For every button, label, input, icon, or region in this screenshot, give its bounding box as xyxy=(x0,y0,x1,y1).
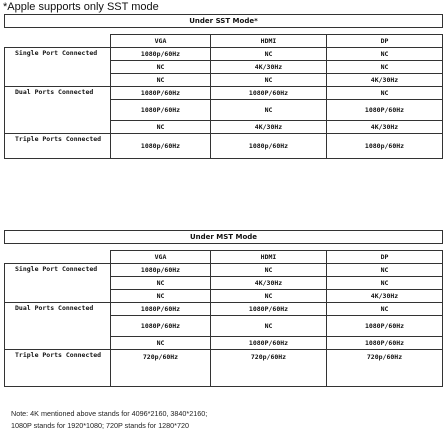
mst-dual-ports-label: Dual Ports Connected xyxy=(5,303,111,350)
table-cell: NC xyxy=(211,264,327,277)
table-cell: 1080p/60Hz xyxy=(211,134,327,159)
table-cell: 1080P/60Hz xyxy=(111,100,211,121)
table-row xyxy=(5,350,443,387)
table-cell: NC xyxy=(111,74,211,87)
table-cell: 720p/60Hz xyxy=(111,350,211,387)
table-cell: 1080P/60Hz xyxy=(211,303,327,316)
table-cell: 720p/60Hz xyxy=(327,350,443,387)
mst-mode-table xyxy=(4,230,443,387)
table-row xyxy=(5,48,443,61)
apple-sst-note: *Apple supports only SST mode xyxy=(3,1,159,13)
column-header-dp: DP xyxy=(327,251,443,264)
column-header-hdmi: HDMI xyxy=(211,35,327,48)
table-row xyxy=(5,303,443,316)
mst-mode-title: Under MST Mode xyxy=(5,231,443,244)
table-cell: 720p/60Hz xyxy=(211,350,327,387)
column-header-vga: VGA xyxy=(111,251,211,264)
table-cell: NC xyxy=(327,87,443,100)
table-cell: 1080P/60Hz xyxy=(327,337,443,350)
column-header-hdmi: HDMI xyxy=(211,251,327,264)
table-cell: 1080p/60Hz xyxy=(111,134,211,159)
column-header-vga: VGA xyxy=(111,35,211,48)
table-cell: 4K/30Hz xyxy=(327,290,443,303)
table-row xyxy=(5,264,443,277)
table-cell: 1080P/60Hz xyxy=(211,87,327,100)
table-cell: NC xyxy=(327,48,443,61)
table-cell: 1080p/60Hz xyxy=(111,264,211,277)
table-cell: NC xyxy=(111,61,211,74)
table-cell: 1080P/60Hz xyxy=(111,316,211,337)
table-cell: NC xyxy=(111,121,211,134)
table-cell: 1080P/60Hz xyxy=(327,100,443,121)
table-cell: NC xyxy=(111,277,211,290)
table-cell: 1080P/60Hz xyxy=(211,337,327,350)
sst-dual-ports-label: Dual Ports Connected xyxy=(5,87,111,134)
table-cell: NC xyxy=(211,290,327,303)
table-cell: NC xyxy=(327,61,443,74)
mst-header-row xyxy=(5,251,443,264)
table-cell: 4K/30Hz xyxy=(327,74,443,87)
table-cell: NC xyxy=(327,303,443,316)
resolution-footnote xyxy=(11,408,207,432)
table-cell: NC xyxy=(111,337,211,350)
table-cell: 1080P/60Hz xyxy=(111,87,211,100)
table-cell: NC xyxy=(211,74,327,87)
table-cell: NC xyxy=(211,48,327,61)
table-cell: NC xyxy=(327,277,443,290)
table-cell: NC xyxy=(211,100,327,121)
footnote-line-1080p-720p: 1080P stands for 1920*1080; 720P stands for 1280*720 xyxy=(11,421,189,430)
table-cell: 4K/30Hz xyxy=(327,121,443,134)
table-row xyxy=(5,134,443,159)
table-cell: 1080P/60Hz xyxy=(327,316,443,337)
column-header-dp: DP xyxy=(327,35,443,48)
sst-header-row xyxy=(5,35,443,48)
footnote-line-4k: Note: 4K mentioned above stands for 4096*2160, 3840*2160; xyxy=(11,409,208,418)
table-cell: 4K/30Hz xyxy=(211,121,327,134)
sst-mode-title: Under SST Mode* xyxy=(5,15,443,28)
table-cell: 1080p/60Hz xyxy=(111,48,211,61)
table-cell: 1080P/60Hz xyxy=(111,303,211,316)
table-cell: NC xyxy=(211,316,327,337)
mst-single-port-label: Single Port Connected xyxy=(5,264,111,303)
table-cell: 4K/30Hz xyxy=(211,61,327,74)
sst-triple-ports-label: Triple Ports Connected xyxy=(5,134,111,159)
table-cell: NC xyxy=(111,290,211,303)
sst-single-port-label: Single Port Connected xyxy=(5,48,111,87)
table-cell: NC xyxy=(327,264,443,277)
table-cell: 1080p/60Hz xyxy=(327,134,443,159)
sst-mode-table xyxy=(4,14,443,159)
table-cell: 4K/30Hz xyxy=(211,277,327,290)
mst-triple-ports-label: Triple Ports Connected xyxy=(5,350,111,387)
table-row xyxy=(5,87,443,100)
